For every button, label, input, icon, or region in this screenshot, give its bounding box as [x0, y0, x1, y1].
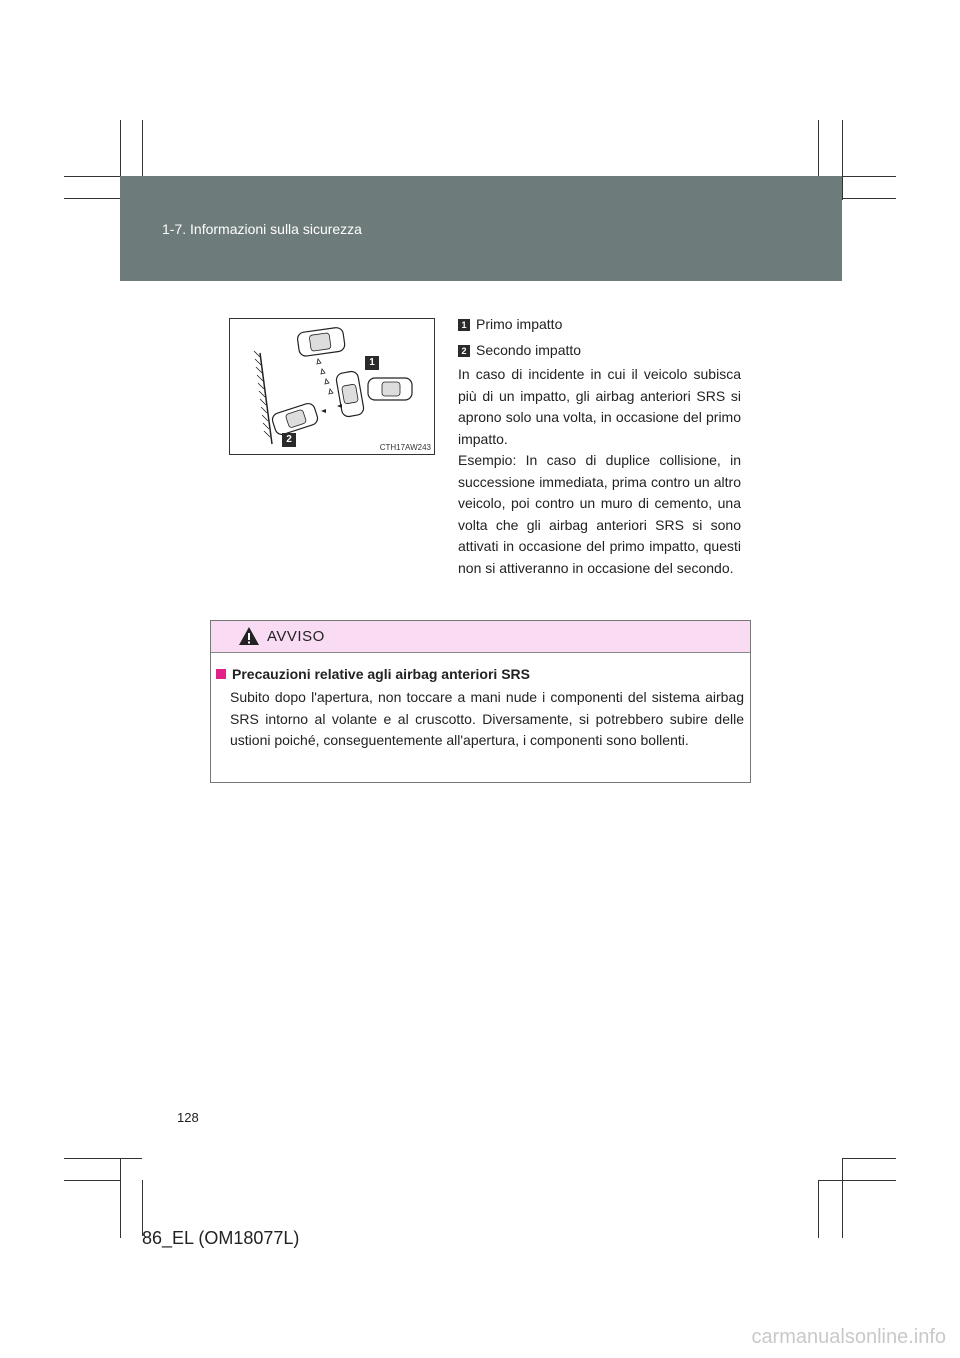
figure-label-2: 2 [282, 433, 296, 447]
legend-text: Secondo impatto [476, 342, 582, 358]
crop-mark [120, 1158, 121, 1238]
crop-mark [64, 1158, 142, 1159]
crop-mark [64, 198, 120, 199]
warning-text: Subito dopo l'apertura, non toccare a mani nude i componenti del sistema airbag SRS intorno al volante e al cruscotto. Diversamente, si potrebbero subire delle ustioni poiché, conseguentemente all'apertura, i componenti sono bollenti. [230, 689, 744, 748]
warning-box [210, 620, 751, 783]
figure-label-1: 1 [365, 356, 379, 370]
document-code: 86_EL (OM18077L) [142, 1228, 300, 1248]
figure-code: CTH17AW243 [379, 443, 431, 452]
watermark: carmanualsonline.info [751, 1326, 946, 1348]
crop-mark [818, 1180, 819, 1238]
crop-mark [842, 1158, 843, 1238]
warning-triangle-icon [238, 626, 260, 646]
legend-item [458, 342, 581, 358]
section-title: 1-7. Informazioni sulla sicurezza [162, 221, 362, 237]
car-collision-drawing [230, 319, 434, 454]
square-bullet-icon [216, 669, 226, 679]
crop-mark [818, 120, 819, 176]
crop-mark [842, 1158, 896, 1159]
legend-text: Primo impatto [476, 316, 563, 332]
page-number: 128 [177, 1110, 199, 1125]
warning-title: AVVISO [267, 628, 325, 645]
crop-mark [142, 120, 143, 176]
section-header [120, 176, 842, 281]
crop-mark [842, 120, 843, 200]
crop-mark [64, 1180, 120, 1181]
crop-mark [818, 1180, 896, 1181]
crop-mark [842, 198, 896, 199]
warning-header [211, 621, 750, 653]
body-paragraph: Esempio: In caso di duplice collisione, in successione immediata, prima contro un altro veicolo, poi contro un muro di cemento, una volta che gli airbag anteriori SRS si sono attivati in occasione del primo impatto, questi non si attiveranno in occasione del secondo. [458, 452, 741, 576]
collision-illustration [229, 318, 435, 455]
number-badge: 1 [458, 319, 470, 331]
body-paragraph: In caso di incidente in cui il veicolo subisca più di un impatto, gli airbag anteriori SRS si aprono solo una volta, in occasione del primo impatto. [458, 366, 741, 447]
legend-item [458, 316, 562, 332]
warning-subtitle: Precauzioni relative agli airbag anteriori SRS [216, 666, 530, 682]
number-badge: 2 [458, 345, 470, 357]
crop-mark [840, 176, 896, 177]
